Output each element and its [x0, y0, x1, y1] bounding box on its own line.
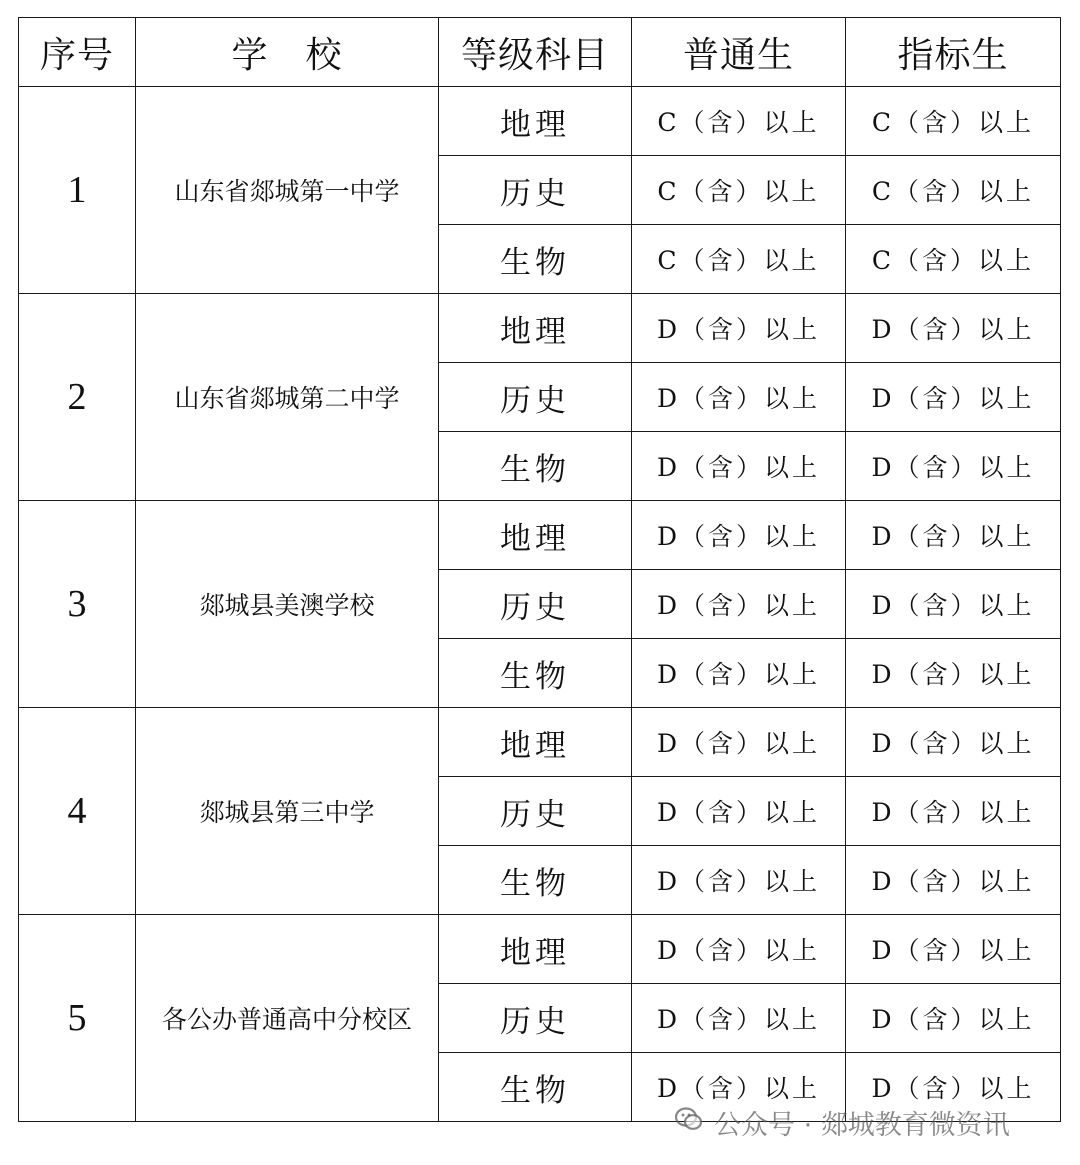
regular-requirement-cell: D（含）以上	[632, 708, 846, 777]
quota-requirement-cell: D（含）以上	[846, 639, 1061, 708]
subject-cell: 生物	[439, 639, 632, 708]
quota-requirement-cell: D（含）以上	[846, 984, 1061, 1053]
header-school: 学 校	[136, 18, 439, 87]
quota-requirement-cell: D（含）以上	[846, 708, 1061, 777]
header-row	[19, 18, 1061, 87]
quota-requirement-cell: D（含）以上	[846, 363, 1061, 432]
quota-requirement-cell: D（含）以上	[846, 777, 1061, 846]
school-cell: 郯城县第三中学	[136, 708, 439, 915]
header-subject: 等级科目	[439, 18, 632, 87]
subject-cell: 地理	[439, 501, 632, 570]
header-seq: 序号	[19, 18, 136, 87]
subject-cell: 历史	[439, 984, 632, 1053]
regular-requirement-cell: D（含）以上	[632, 639, 846, 708]
regular-requirement-cell: C（含）以上	[632, 87, 846, 156]
seq-cell: 2	[19, 294, 136, 501]
subject-cell: 地理	[439, 87, 632, 156]
regular-requirement-cell: D（含）以上	[632, 363, 846, 432]
quota-requirement-cell: D（含）以上	[846, 570, 1061, 639]
table-row	[19, 294, 1061, 363]
regular-requirement-cell: D（含）以上	[632, 294, 846, 363]
table-body	[19, 87, 1061, 1122]
regular-requirement-cell: D（含）以上	[632, 501, 846, 570]
regular-requirement-cell: C（含）以上	[632, 225, 846, 294]
seq-cell: 1	[19, 87, 136, 294]
wechat-official-account-icon	[674, 1104, 704, 1141]
regular-requirement-cell: D（含）以上	[632, 984, 846, 1053]
watermark-text: 公众号 · 郯城教育微资讯	[714, 1109, 1010, 1141]
quota-requirement-cell: C（含）以上	[846, 225, 1061, 294]
table-header	[19, 18, 1061, 87]
watermark	[674, 1100, 1010, 1144]
subject-cell: 历史	[439, 363, 632, 432]
regular-requirement-cell: D（含）以上	[632, 915, 846, 984]
table-row	[19, 708, 1061, 777]
subject-cell: 历史	[439, 156, 632, 225]
table-row	[19, 501, 1061, 570]
seq-cell: 4	[19, 708, 136, 915]
seq-cell: 5	[19, 915, 136, 1122]
subject-cell: 生物	[439, 225, 632, 294]
regular-requirement-cell: D（含）以上	[632, 777, 846, 846]
subject-cell: 生物	[439, 846, 632, 915]
school-cell: 山东省郯城第一中学	[136, 87, 439, 294]
school-cell: 山东省郯城第二中学	[136, 294, 439, 501]
table-row	[19, 87, 1061, 156]
quota-requirement-cell: C（含）以上	[846, 87, 1061, 156]
regular-requirement-cell: D（含）以上	[632, 570, 846, 639]
table-row	[19, 915, 1061, 984]
header-quota-student: 指标生	[846, 18, 1061, 87]
subject-cell: 地理	[439, 294, 632, 363]
subject-cell: 地理	[439, 915, 632, 984]
quota-requirement-cell: C（含）以上	[846, 156, 1061, 225]
regular-requirement-cell: C（含）以上	[632, 156, 846, 225]
subject-cell: 历史	[439, 777, 632, 846]
regular-requirement-cell: D（含）以上	[632, 846, 846, 915]
regular-requirement-cell: D（含）以上	[632, 1053, 846, 1122]
subject-cell: 地理	[439, 708, 632, 777]
quota-requirement-cell: D（含）以上	[846, 501, 1061, 570]
header-regular-student: 普通生	[632, 18, 846, 87]
subject-cell: 生物	[439, 432, 632, 501]
quota-requirement-cell: D（含）以上	[846, 294, 1061, 363]
subject-cell: 历史	[439, 570, 632, 639]
quota-requirement-cell: D（含）以上	[846, 1053, 1061, 1122]
quota-requirement-cell: D（含）以上	[846, 846, 1061, 915]
grade-requirements-table	[18, 17, 1061, 1122]
school-cell: 郯城县美澳学校	[136, 501, 439, 708]
subject-cell: 生物	[439, 1053, 632, 1122]
regular-requirement-cell: D（含）以上	[632, 432, 846, 501]
school-cell: 各公办普通高中分校区	[136, 915, 439, 1122]
seq-cell: 3	[19, 501, 136, 708]
quota-requirement-cell: D（含）以上	[846, 915, 1061, 984]
quota-requirement-cell: D（含）以上	[846, 432, 1061, 501]
